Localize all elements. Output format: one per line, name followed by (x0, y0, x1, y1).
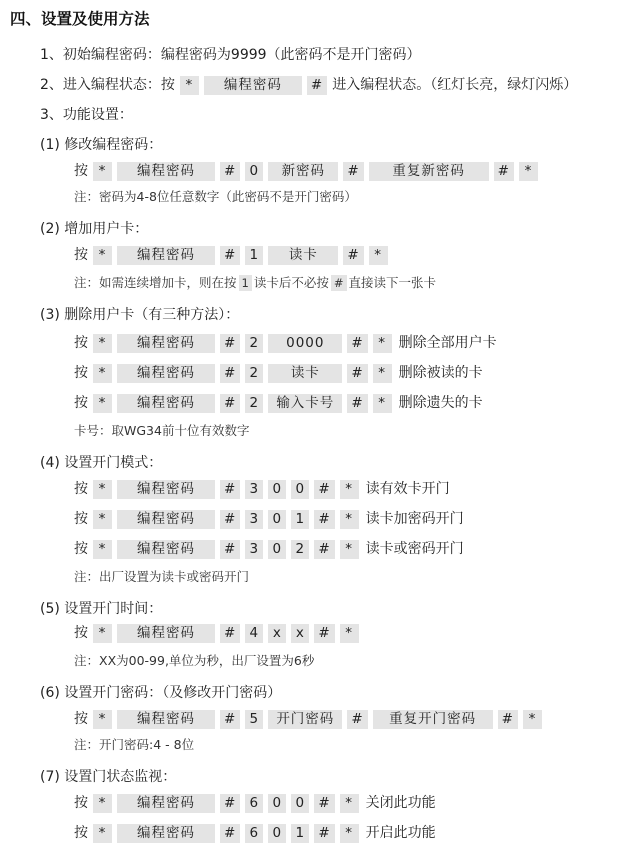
step7-sequence-2 (74, 822, 441, 844)
step3-sequence-2 (74, 362, 488, 384)
step-description: 关闭此功能 (365, 795, 436, 811)
key-hash: # (498, 710, 518, 729)
key-star: * (340, 794, 359, 813)
item-enter-programming (40, 74, 582, 96)
step4-sequence-3 (74, 538, 469, 560)
key-open-door-password: 开门密码 (268, 710, 342, 729)
note-text: 直接读下一张卡 (348, 275, 437, 290)
key-digit: 2 (245, 334, 263, 353)
key-hash: # (343, 162, 363, 181)
step-description: 读卡或密码开门 (365, 541, 464, 557)
key-digit: 5 (245, 710, 263, 729)
key-program-password: 编程密码 (117, 364, 215, 383)
press-label: 按 (74, 625, 88, 641)
key-hash: # (347, 334, 367, 353)
step2-heading: (2) 增加用户卡： (40, 221, 149, 237)
key-star: * (523, 710, 542, 729)
step3-heading: (3) 删除用户卡（有三种方法）： (40, 307, 240, 323)
inline-key-digit: 1 (239, 275, 252, 291)
step-description: 读有效卡开门 (365, 481, 450, 497)
key-digit: 0 (268, 794, 286, 813)
step7-sequence-1 (74, 792, 441, 814)
key-hash: # (220, 394, 240, 413)
key-x: x (268, 624, 286, 643)
key-star: * (93, 334, 112, 353)
item-function-settings: 3、功能设置： (40, 107, 133, 123)
key-star: * (93, 394, 112, 413)
item-description: 进入编程状态。（红灯长亮，绿灯闪烁） (332, 77, 578, 93)
step2-sequence (74, 244, 393, 266)
press-label: 按 (74, 395, 88, 411)
key-digit: 0 (268, 824, 286, 843)
key-new-password: 新密码 (268, 162, 338, 181)
key-digit: 2 (245, 364, 263, 383)
step5-heading: (5) 设置开门时间： (40, 601, 163, 617)
key-hash: # (220, 824, 240, 843)
key-star: * (93, 480, 112, 499)
key-program-password: 编程密码 (117, 794, 215, 813)
key-digit: 3 (245, 480, 263, 499)
key-hash: # (307, 76, 327, 95)
key-zeros: 0000 (268, 334, 342, 353)
key-star: * (93, 540, 112, 559)
key-star: * (369, 246, 388, 265)
press-label: 按 (74, 163, 88, 179)
press-label: 按 (74, 481, 88, 497)
note-text: 注：如需连续增加卡，则在按 (74, 275, 237, 290)
press-label: 按 (74, 825, 88, 841)
key-enter-card-number: 输入卡号 (268, 394, 342, 413)
key-star: * (93, 246, 112, 265)
key-digit: 1 (291, 824, 309, 843)
key-program-password: 编程密码 (204, 76, 302, 95)
step4-sequence-2 (74, 508, 469, 530)
key-star: * (340, 510, 359, 529)
step5-sequence (74, 622, 364, 644)
key-star: * (340, 480, 359, 499)
step1-note: 注：密码为4-8位任意数字（此密码不是开门密码） (74, 189, 357, 204)
step1-heading: (1) 修改编程密码： (40, 137, 163, 153)
key-hash: # (314, 824, 334, 843)
key-digit: 3 (245, 540, 263, 559)
key-star: * (340, 824, 359, 843)
key-hash: # (343, 246, 363, 265)
key-hash: # (220, 162, 240, 181)
key-hash: # (347, 364, 367, 383)
press-label: 按 (74, 335, 88, 351)
key-program-password: 编程密码 (117, 394, 215, 413)
key-digit: 1 (245, 246, 263, 265)
key-digit: 0 (245, 162, 263, 181)
key-star: * (93, 710, 112, 729)
key-digit: 0 (268, 480, 286, 499)
step4-sequence-1 (74, 478, 455, 500)
key-hash: # (314, 540, 334, 559)
step1-sequence (74, 160, 543, 182)
step3-sequence-1 (74, 332, 502, 354)
key-program-password: 编程密码 (117, 710, 215, 729)
section-title: 四、设置及使用方法 (10, 10, 150, 28)
step6-sequence (74, 708, 547, 730)
key-read-card: 读卡 (268, 246, 338, 265)
key-hash: # (314, 480, 334, 499)
key-hash: # (220, 364, 240, 383)
press-label: 按 (74, 511, 88, 527)
key-hash: # (494, 162, 514, 181)
key-hash: # (314, 794, 334, 813)
key-star: * (340, 624, 359, 643)
key-star: * (373, 364, 392, 383)
inline-key-hash: # (331, 275, 347, 291)
key-hash: # (347, 710, 367, 729)
step2-note (74, 272, 436, 294)
key-digit: 0 (291, 480, 309, 499)
key-program-password: 编程密码 (117, 510, 215, 529)
key-hash: # (220, 246, 240, 265)
key-hash: # (220, 540, 240, 559)
step6-heading: (6) 设置开门密码：（及修改开门密码） (40, 685, 282, 701)
key-star: * (180, 76, 199, 95)
step-description: 删除全部用户卡 (398, 335, 497, 351)
step3-note: 卡号：取WG34前十位有效数字 (74, 423, 250, 438)
key-hash: # (220, 510, 240, 529)
press-label: 按 (74, 795, 88, 811)
key-star: * (93, 162, 112, 181)
key-digit: 1 (291, 510, 309, 529)
press-label: 按 (74, 711, 88, 727)
key-hash: # (220, 624, 240, 643)
key-star: * (93, 510, 112, 529)
key-star: * (373, 334, 392, 353)
key-star: * (340, 540, 359, 559)
key-star: * (519, 162, 538, 181)
press-label: 按 (74, 541, 88, 557)
key-digit: 0 (268, 540, 286, 559)
step7-heading: (7) 设置门状态监视： (40, 769, 177, 785)
step-description: 删除被读的卡 (398, 365, 483, 381)
key-hash: # (314, 510, 334, 529)
key-hash: # (220, 710, 240, 729)
key-program-password: 编程密码 (117, 624, 215, 643)
step4-note: 注：出厂设置为读卡或密码开门 (74, 569, 250, 584)
key-digit: 2 (245, 394, 263, 413)
step4-heading: (4) 设置开门模式： (40, 455, 163, 471)
key-digit: 0 (268, 510, 286, 529)
key-hash: # (220, 480, 240, 499)
key-star: * (93, 364, 112, 383)
note-text: 读卡后不必按 (253, 275, 329, 290)
key-program-password: 编程密码 (117, 334, 215, 353)
step5-note: 注：XX为00-99,单位为秒，出厂设置为6秒 (74, 653, 315, 668)
key-hash: # (220, 794, 240, 813)
key-star: * (93, 794, 112, 813)
key-hash: # (347, 394, 367, 413)
key-digit: 6 (245, 794, 263, 813)
key-program-password: 编程密码 (117, 480, 215, 499)
key-repeat-new-password: 重复新密码 (369, 162, 489, 181)
item-label: 2、进入编程状态：按 (40, 77, 175, 93)
key-program-password: 编程密码 (117, 162, 215, 181)
key-digit: 6 (245, 824, 263, 843)
key-star: * (93, 624, 112, 643)
key-digit: 3 (245, 510, 263, 529)
step3-sequence-3 (74, 392, 488, 414)
key-program-password: 编程密码 (117, 824, 215, 843)
key-digit: 4 (245, 624, 263, 643)
step-description: 读卡加密码开门 (365, 511, 464, 527)
key-read-card: 读卡 (268, 364, 342, 383)
key-x: x (291, 624, 309, 643)
step-description: 删除遗失的卡 (398, 395, 483, 411)
press-label: 按 (74, 365, 88, 381)
key-digit: 0 (291, 794, 309, 813)
key-star: * (373, 394, 392, 413)
key-program-password: 编程密码 (117, 246, 215, 265)
key-hash: # (220, 334, 240, 353)
key-star: * (93, 824, 112, 843)
press-label: 按 (74, 247, 88, 263)
item-initial-password: 1、初始编程密码：编程密码为9999（此密码不是开门密码） (40, 47, 421, 63)
key-hash: # (314, 624, 334, 643)
key-repeat-open-door-password: 重复开门密码 (373, 710, 493, 729)
key-digit: 2 (291, 540, 309, 559)
step-description: 开启此功能 (365, 825, 436, 841)
step6-note: 注：开门密码:4 - 8位 (74, 737, 195, 752)
key-program-password: 编程密码 (117, 540, 215, 559)
